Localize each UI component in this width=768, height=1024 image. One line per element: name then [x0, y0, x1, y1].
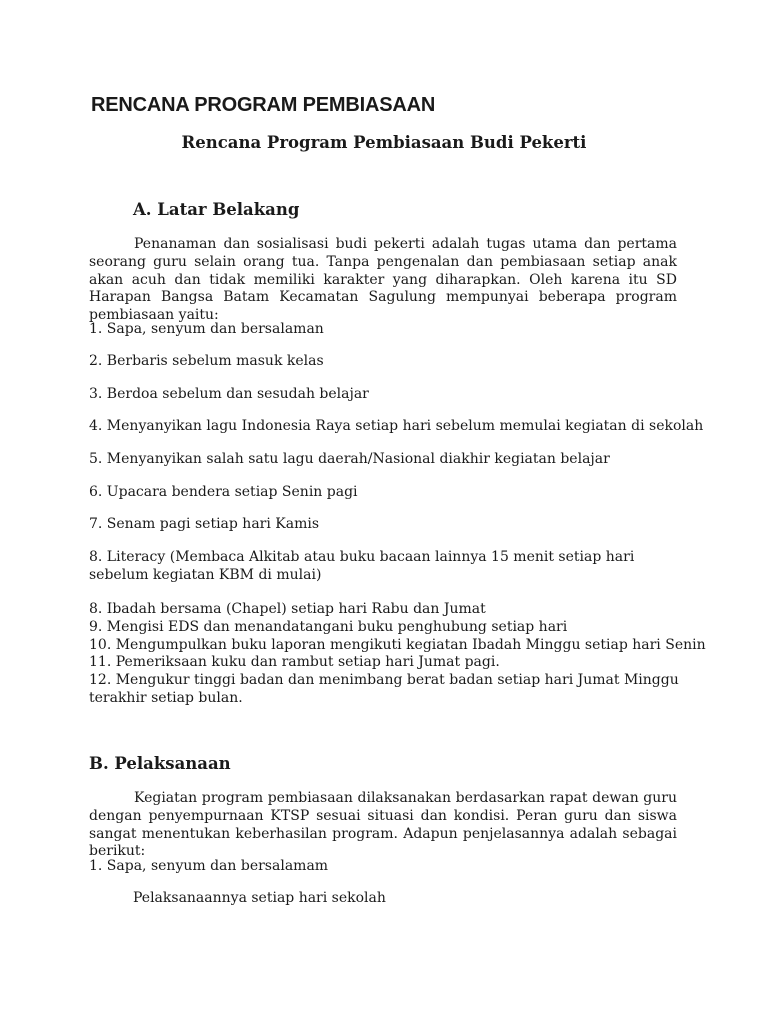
- list-item: 3. Berdoa sebelum dan sesudah belajar: [89, 386, 369, 402]
- list-item: 4. Menyanyikan lagu Indonesia Raya setiap hari sebelum memulai kegiatan di sekolah: [89, 418, 704, 434]
- list-item-detail: Pelaksanaannya setiap hari sekolah: [133, 890, 386, 906]
- list-item: 8. Literacy (Membaca Alkitab atau buku bacaan lainnya 15 menit setiap hari sebelum kegiatan KBM di mulai): [89, 549, 635, 583]
- document-subtitle: Rencana Program Pembiasaan Budi Pekerti: [181, 133, 587, 152]
- section-a-heading: A. Latar Belakang: [133, 200, 300, 219]
- list-item: 8. Ibadah bersama (Chapel) setiap hari Rabu dan Jumat: [89, 601, 486, 617]
- list-item: 6. Upacara bendera setiap Senin pagi: [89, 484, 358, 500]
- list-item: 5. Menyanyikan salah satu lagu daerah/Nasional diakhir kegiatan belajar: [89, 451, 610, 467]
- list-item: 12. Mengukur tinggi badan dan menimbang berat badan setiap hari Jumat Minggu terakhir setiap bulan.: [89, 672, 679, 706]
- section-b-paragraph: [89, 790, 677, 861]
- section-a-paragraph: [89, 236, 677, 325]
- section-b-paragraph-text: Kegiatan program pembiasaan dilaksanakan berdasarkan rapat dewan guru dengan penyempurnaan KTSP sesuai situasi dan kondisi. Peran guru dan siswa sangat menentukan keberhasilan program. Adapun penjelasannya adalah sebagai berikut:: [89, 790, 677, 860]
- list-item: 11. Pemeriksaan kuku dan rambut setiap hari Jumat pagi.: [89, 654, 500, 671]
- list-item: 10. Mengumpulkan buku laporan mengikuti kegiatan Ibadah Minggu setiap hari Senin: [89, 636, 706, 653]
- list-item: 2. Berbaris sebelum masuk kelas: [89, 353, 324, 369]
- list-item: 1. Sapa, senyum dan bersalaman: [89, 321, 324, 337]
- list-item: 7. Senam pagi setiap hari Kamis: [89, 516, 320, 532]
- section-b-heading: B. Pelaksanaan: [89, 754, 231, 773]
- document-title: RENCANA PROGRAM PEMBIASAAN: [91, 94, 436, 116]
- section-a-paragraph-text: Penanaman dan sosialisasi budi pekerti adalah tugas utama dan pertama seorang guru selain orang tua. Tanpa pengenalan dan pembiasaan setiap anak akan acuh dan tidak memiliki karakter yang diharapkan. Oleh karena itu SD Harapan Bangsa Batam Kecamatan Sagulung mempunyai beberapa program pembiasaan yaitu:: [89, 236, 677, 324]
- continued-list: [89, 601, 706, 708]
- list-item: 9. Mengisi EDS dan menandatangani buku penghubung setiap hari: [89, 618, 568, 635]
- list-item: 1. Sapa, senyum dan bersalamam: [89, 858, 329, 874]
